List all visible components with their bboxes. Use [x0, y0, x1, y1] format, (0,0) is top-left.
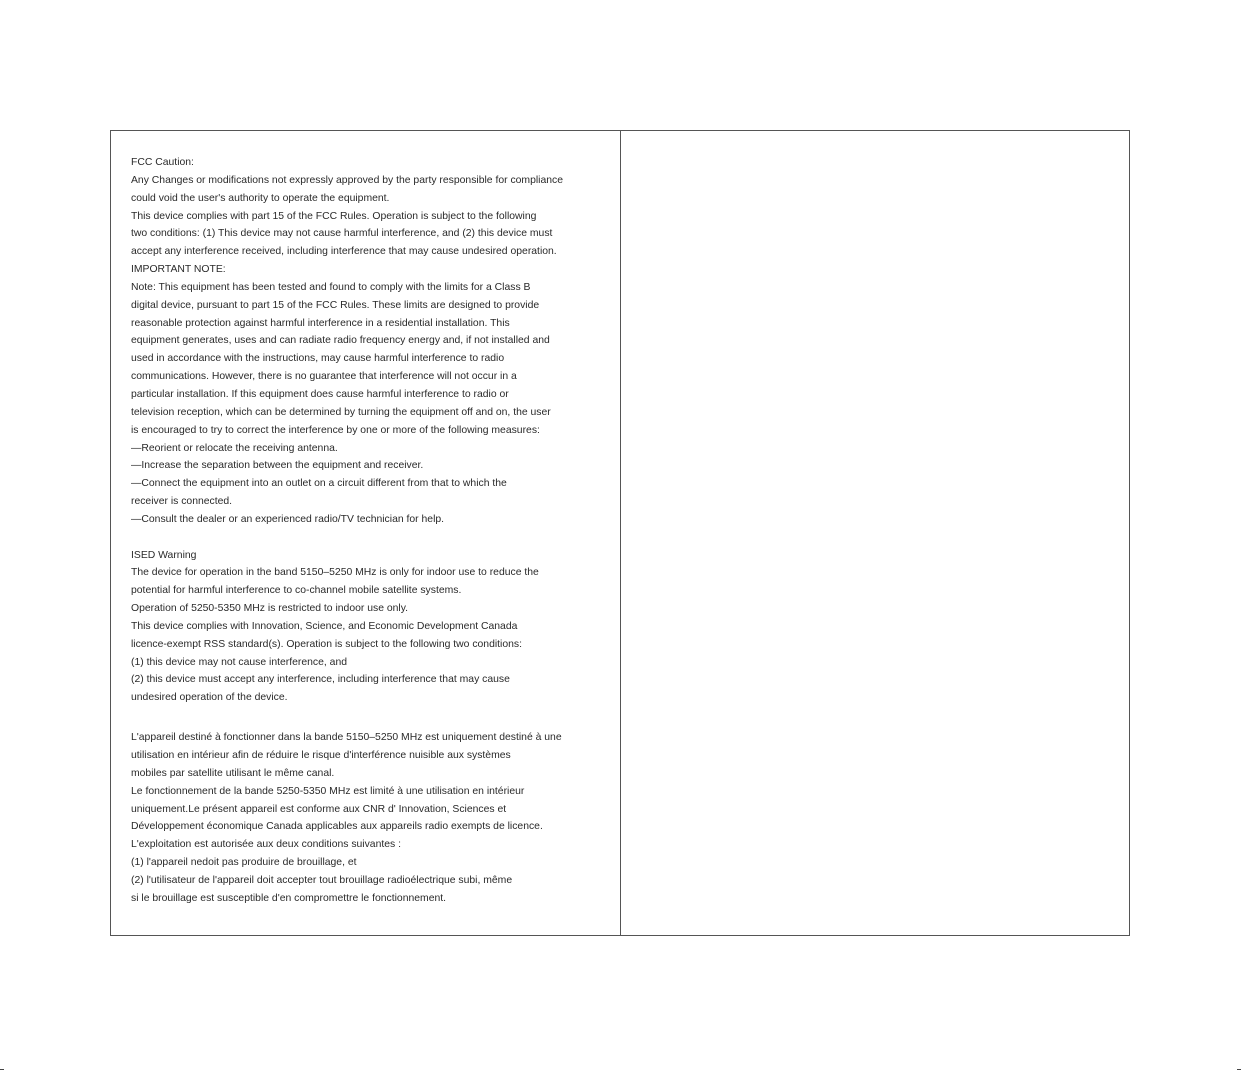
text-line: Note: This equipment has been tested and found to comply with the limits for a Class B — [131, 281, 531, 293]
text-line: used in accordance with the instructions, may cause harmful interference to radio — [131, 353, 505, 365]
text-line: potential for harmful interference to co-channel mobile satellite systems. — [131, 585, 462, 597]
text-line: accept any interference received, including interference that may cause undesired operation. — [131, 246, 557, 258]
text-line: L'appareil destiné à fonctionner dans la bande 5150–5250 MHz est uniquement destiné à une — [131, 732, 562, 744]
ised-warning-heading: ISED Warning — [131, 549, 197, 561]
text-line: two conditions: (1) This device may not cause harmful interference, and (2) this device must — [131, 228, 553, 240]
text-line: This device complies with part 15 of the FCC Rules. Operation is subject to the following — [131, 210, 537, 222]
section-spacer — [131, 529, 611, 547]
ised-warning-section — [131, 547, 611, 708]
page-frame — [110, 130, 1130, 936]
text-line: mobiles par satellite utilisant le même canal. — [131, 767, 335, 779]
section-spacer — [131, 707, 611, 729]
text-line: (1) l'appareil nedoit pas produire de brouillage, et — [131, 857, 357, 869]
text-line: communications. However, there is no guarantee that interference will not occur in a — [131, 371, 517, 383]
text-line: Développement économique Canada applicables aux appareils radio exempts de licence. — [131, 821, 543, 833]
text-line: television reception, which can be determined by turning the equipment off and on, the user — [131, 406, 551, 418]
fcc-caution-heading: FCC Caution: — [131, 157, 194, 168]
text-line: Any Changes or modifications not expressly approved by the party responsible for compliance — [131, 174, 564, 186]
text-line: utilisation en intérieur afin de réduire le risque d'interférence nuisible aux systèmes — [131, 750, 511, 761]
important-note-heading: IMPORTANT NOTE: — [131, 264, 226, 276]
text-line: receiver is connected. — [131, 496, 233, 508]
text-line: equipment generates, uses and can radiate radio frequency energy and, if not installed and — [131, 335, 550, 347]
text-line: digital device, pursuant to part 15 of the FCC Rules. These limits are designed to provide — [131, 299, 540, 311]
text-line: si le brouillage est susceptible d'en compromettre le fonctionnement. — [131, 892, 447, 904]
text-line: uniquement.Le présent appareil est conforme aux CNR d' Innovation, Sciences et — [131, 803, 507, 815]
text-line: (1) this device may not cause interference, and — [131, 656, 348, 668]
measure-item: —Reorient or relocate the receiving antenna. — [131, 442, 338, 454]
measure-item: —Increase the separation between the equipment and receiver. — [131, 460, 424, 472]
column-divider — [620, 131, 621, 935]
text-line: Operation of 5250-5350 MHz is restricted to indoor use only. — [131, 603, 409, 615]
text-line: undesired operation of the device. — [131, 692, 288, 704]
text-line: could void the user's authority to operate the equipment. — [131, 192, 390, 204]
measure-item: —Consult the dealer or an experienced radio/TV technician for help. — [131, 513, 445, 525]
text-line: The device for operation in the band 5150–5250 MHz is only for indoor use to reduce the — [131, 567, 539, 579]
text-line: licence-exempt RSS standard(s). Operation is subject to the following two conditions: — [131, 638, 522, 650]
fcc-caution-section — [131, 154, 611, 529]
text-line: is encouraged to try to correct the interference by one or more of the following measures: — [131, 424, 540, 436]
text-line: This device complies with Innovation, Science, and Economic Development Canada — [131, 620, 518, 632]
left-panel — [131, 154, 611, 908]
text-line: reasonable protection against harmful interference in a residential installation. This — [131, 317, 510, 329]
text-line: (2) this device must accept any interference, including interference that may cause — [131, 674, 510, 686]
text-line: Le fonctionnement de la bande 5250-5350 MHz est limité à une utilisation en intérieur — [131, 785, 525, 797]
text-line: particular installation. If this equipment does cause harmful interference to radio or — [131, 388, 509, 400]
text-line: (2) l'utilisateur de l'appareil doit accepter tout brouillage radioélectrique subi, même — [131, 874, 513, 886]
text-line: L'exploitation est autorisée aux deux conditions suivantes : — [131, 839, 401, 851]
measure-item: —Connect the equipment into an outlet on a circuit different from that to which the — [131, 478, 507, 490]
ised-french-section — [131, 729, 611, 907]
